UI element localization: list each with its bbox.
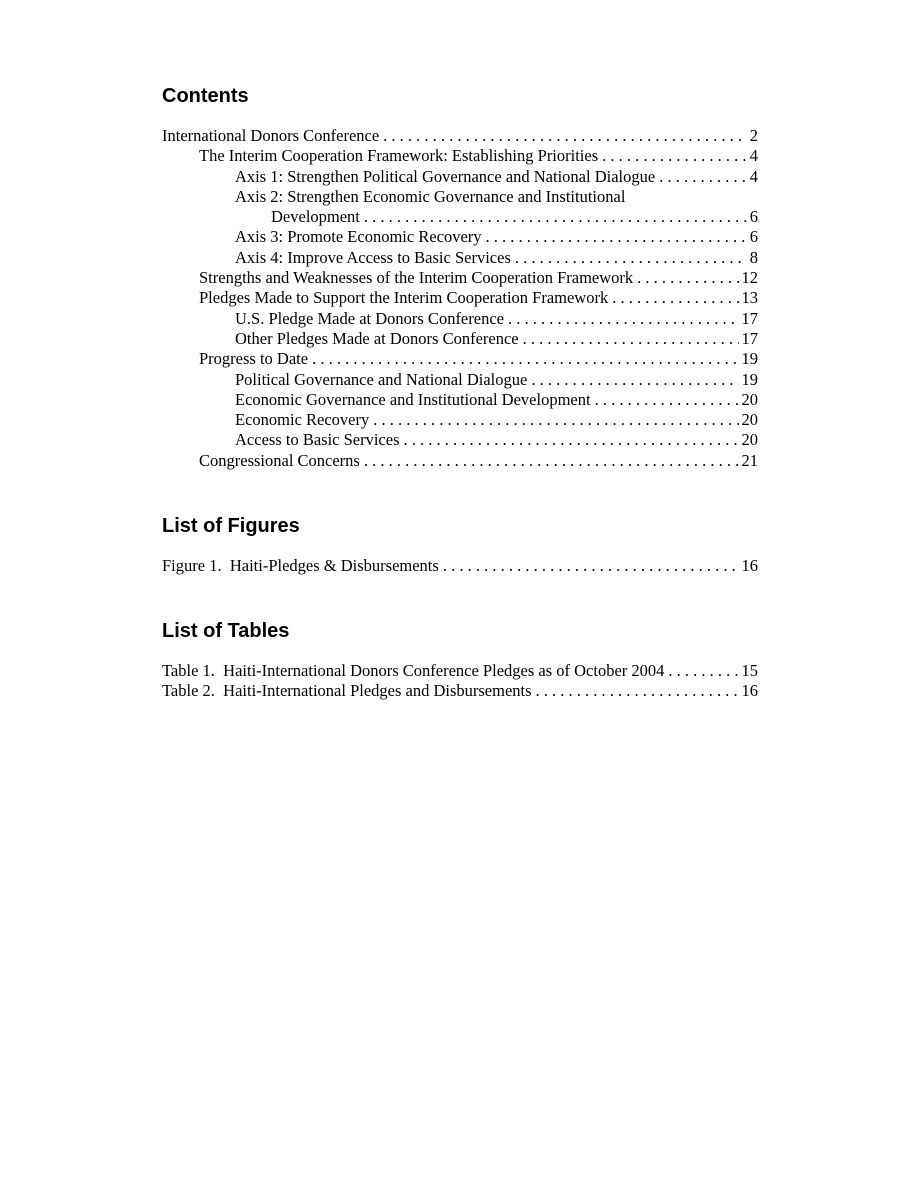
toc-entry-title-line1: Axis 2: Strengthen Economic Governance and Institutional: [235, 186, 626, 206]
dot-leader: [531, 370, 738, 390]
table-entry-page: 15: [741, 661, 758, 680]
toc-entry[interactable]: [162, 410, 758, 430]
dot-leader: [637, 268, 738, 288]
table-entry-page: 16: [741, 681, 758, 701]
toc-entry-title: Axis 1: Strengthen Political Governance and National Dialogue: [235, 166, 656, 186]
toc-entry-page: 20: [741, 389, 758, 409]
toc-entry-title: Axis 4: Improve Access to Basic Services: [235, 247, 511, 267]
table-entry-title: Table 1. Haiti-International Donors Conference Pledges as of October 2004: [162, 661, 665, 680]
toc-entry-title: Economic Recovery: [235, 410, 370, 430]
toc-entry-title: Progress to Date: [199, 349, 309, 369]
toc-entry-page: 19: [741, 369, 758, 389]
dot-leader: [523, 329, 739, 349]
toc-entry-title: The Interim Cooperation Framework: Establishing Priorities: [199, 146, 599, 166]
toc-entry-page: 17: [741, 328, 758, 348]
figure-entry[interactable]: [162, 556, 758, 576]
toc-entry-page: 20: [741, 410, 758, 430]
toc-entry-title: Political Governance and National Dialogue: [235, 369, 528, 389]
toc-entry-page: 20: [741, 430, 758, 450]
toc-entry-title: Congressional Concerns: [199, 450, 360, 470]
toc-entry-title: Axis 3: Promote Economic Recovery: [235, 227, 482, 247]
tables-list: [162, 661, 758, 702]
toc-entry-page: 4: [749, 166, 758, 186]
toc-entry-page: 4: [749, 146, 758, 166]
toc-entry[interactable]: [162, 187, 758, 228]
dot-leader: [404, 430, 739, 450]
toc-entry-page: 2: [749, 126, 758, 145]
dot-leader: [668, 661, 738, 681]
toc-entry-title: Pledges Made to Support the Interim Cooperation Framework: [199, 288, 609, 308]
toc-entry-page: 6: [749, 207, 758, 227]
toc-entry[interactable]: [162, 146, 758, 166]
toc-entry-page: 21: [741, 450, 758, 470]
toc-entry[interactable]: [162, 329, 758, 349]
toc-entry-page: 12: [741, 268, 758, 288]
toc-entry-title: U.S. Pledge Made at Donors Conference: [235, 308, 504, 328]
toc-entry-page: 19: [741, 349, 758, 369]
dot-leader: [373, 410, 738, 430]
toc-entry-title: Development: [271, 207, 360, 227]
figure-entry-title: Figure 1. Haiti-Pledges & Disbursements: [162, 556, 439, 575]
toc-entry[interactable]: [162, 390, 758, 410]
toc-entry[interactable]: [162, 288, 758, 308]
toc-entry[interactable]: [162, 126, 758, 146]
toc-entry[interactable]: [162, 268, 758, 288]
table-entry[interactable]: [162, 681, 758, 701]
dot-leader: [443, 556, 739, 576]
dot-leader: [508, 309, 739, 329]
figure-entry-page: 16: [741, 556, 758, 575]
toc-entry[interactable]: [162, 451, 758, 471]
toc-entry-title: Strengths and Weaknesses of the Interim Cooperation Framework: [199, 268, 634, 288]
toc-entry[interactable]: [162, 349, 758, 369]
toc-entry[interactable]: [162, 430, 758, 450]
toc-entry-title: Economic Governance and Institutional Development: [235, 389, 591, 409]
dot-leader: [364, 207, 747, 227]
dot-leader: [612, 288, 738, 308]
toc-entry-title: International Donors Conference: [162, 126, 380, 145]
table-entry[interactable]: [162, 661, 758, 681]
toc-entry[interactable]: [162, 167, 758, 187]
toc-entry-page: 8: [749, 247, 758, 267]
dot-leader: [602, 146, 747, 166]
toc-entry[interactable]: [162, 227, 758, 247]
toc-entry-title: Other Pledges Made at Donors Conference: [235, 328, 519, 348]
figures-list: [162, 556, 758, 576]
dot-leader: [486, 227, 747, 247]
dot-leader: [312, 349, 738, 369]
dot-leader: [515, 248, 747, 268]
list-of-figures-heading: List of Figures: [162, 515, 300, 537]
dot-leader: [536, 681, 739, 701]
toc-entry-page: 13: [741, 288, 758, 308]
dot-leader: [659, 167, 747, 187]
toc-entry[interactable]: [162, 248, 758, 268]
dot-leader: [364, 451, 739, 471]
toc-entry[interactable]: [162, 370, 758, 390]
contents-list: [162, 126, 758, 471]
list-of-tables-heading: List of Tables: [162, 620, 290, 642]
toc-entry[interactable]: [162, 309, 758, 329]
table-entry-title: Table 2. Haiti-International Pledges and Disbursements: [162, 681, 532, 701]
dot-leader: [383, 126, 747, 146]
toc-entry-page: 17: [741, 308, 758, 328]
toc-entry-page: 6: [749, 227, 758, 247]
toc-entry-title: Access to Basic Services: [235, 430, 400, 450]
contents-heading: Contents: [162, 85, 249, 107]
dot-leader: [595, 390, 739, 410]
